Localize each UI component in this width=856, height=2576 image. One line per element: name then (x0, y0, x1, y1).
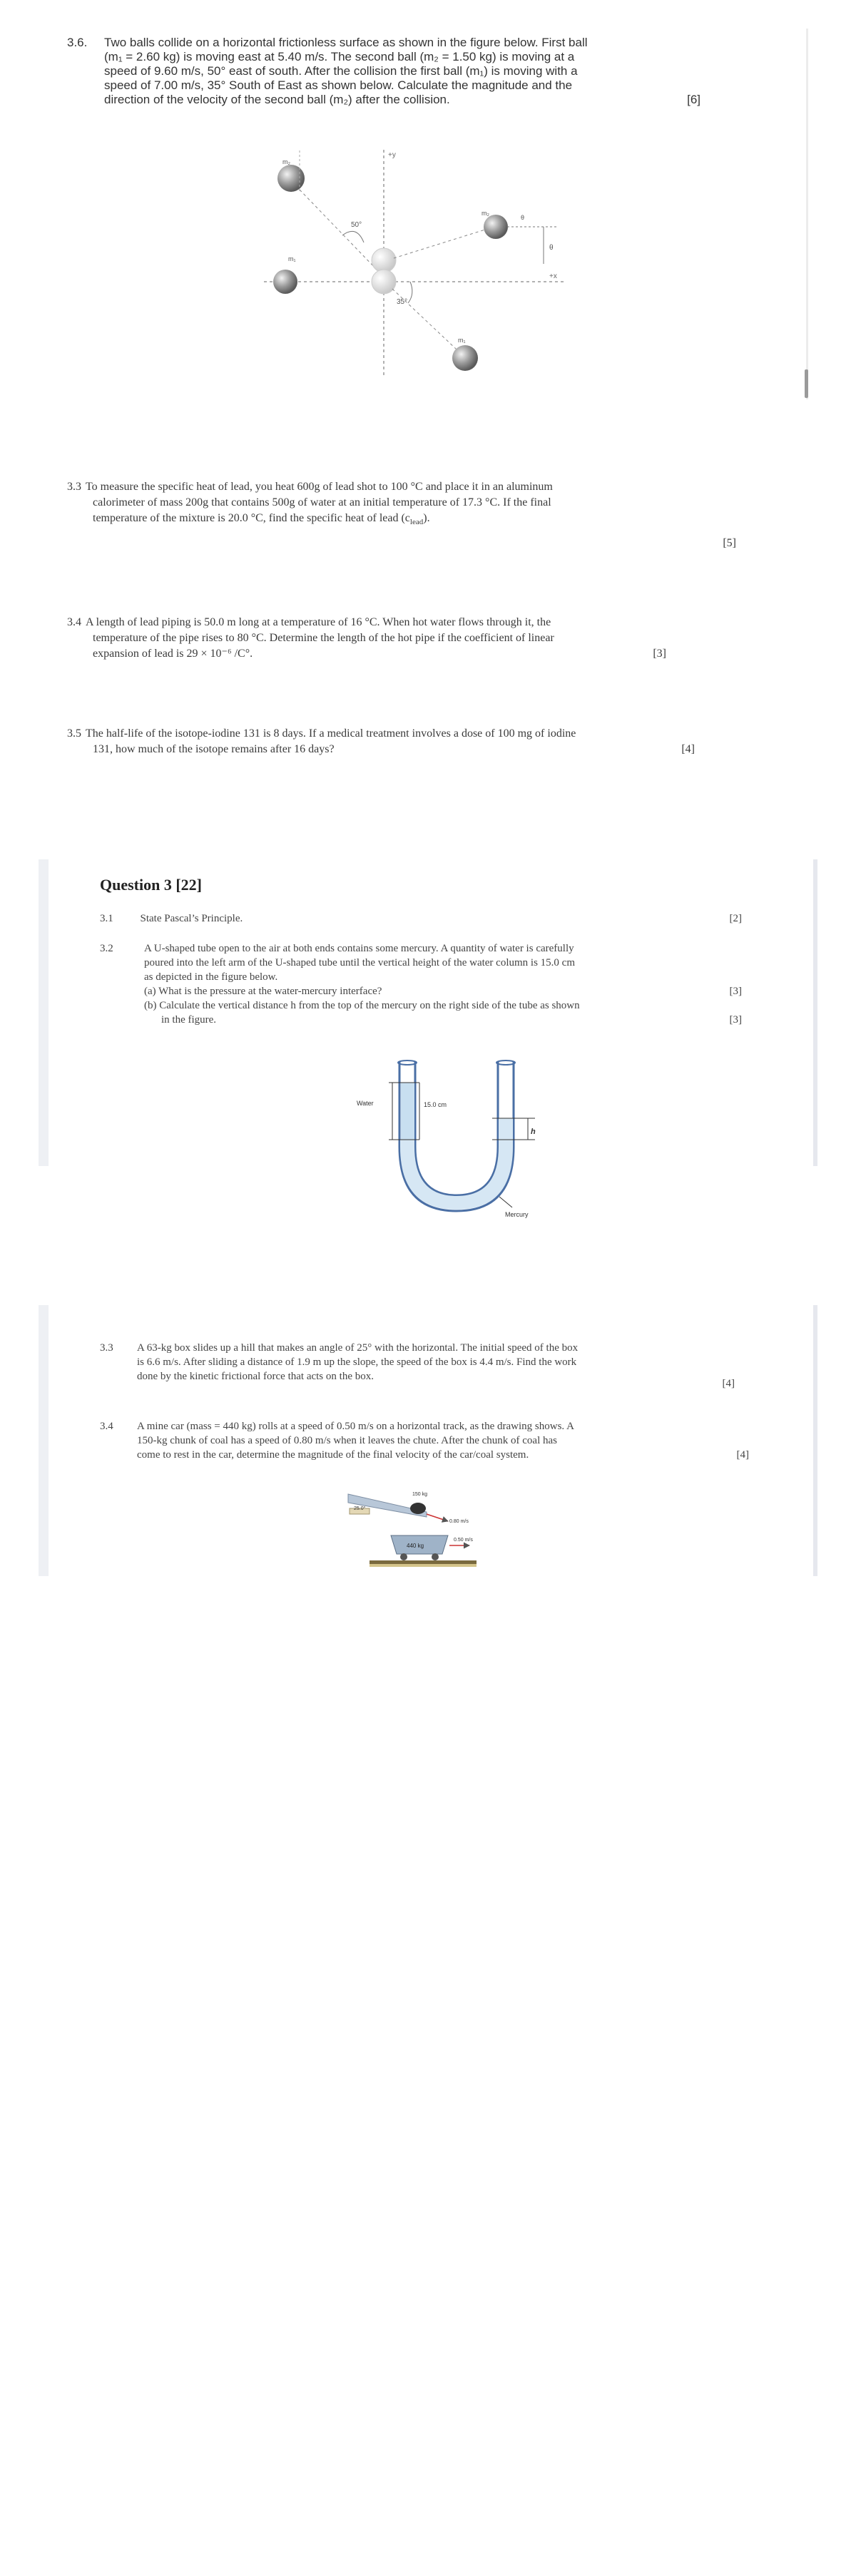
tube-lip-left (398, 1060, 417, 1065)
angle-arc-top (342, 231, 364, 242)
q36-line: speed of 7.00 m/s, 35° South of East as shown below. Calculate the magnitude and the (104, 78, 573, 92)
q35-block (67, 726, 780, 757)
wheel-right (432, 1553, 439, 1560)
label-theta: θ (549, 244, 554, 252)
q34-pipe-block (67, 615, 752, 662)
scrollbar-thumb[interactable] (805, 369, 808, 398)
q32-part-b-cont: in the figure. (161, 1014, 217, 1026)
angle-top: 50° (351, 221, 362, 229)
q32-part-b: (b) Calculate the vertical distance h from the top of the mercury on the right side of the tube as shown (144, 1000, 580, 1011)
q33-line: calorimeter of mass 200g that contains 500g of water at an initial temperature of 17.3 °C. If the final (93, 496, 551, 508)
card2-q34-line: 150-kg chunk of coal has a speed of 0.80 m/s when it leaves the chute. After the chunk of coal has (137, 1435, 557, 1446)
card2-left-border (39, 1305, 49, 1576)
label-theta-small: θ (521, 214, 525, 221)
label-car-speed: 0.50 m/s (454, 1538, 473, 1543)
angle-arc-bottom (408, 282, 412, 303)
q32-number: 3.2 (100, 943, 113, 954)
card2-q33-line: done by the kinetic frictional force that acts on the box. (137, 1371, 374, 1382)
label-water: Water (357, 1100, 374, 1107)
card1-left-border (39, 859, 49, 1166)
card2-q33-number: 3.3 (100, 1342, 113, 1354)
angle-bottom: 35° (397, 298, 408, 306)
card2-q33-marks: [4] (722, 1378, 735, 1389)
q36-line: direction of the velocity of the second ball (m₂) after the collision. (104, 93, 450, 106)
label-m1-after: m₁ (458, 337, 466, 344)
q34-number: 3.4 (67, 616, 81, 628)
card2-q34-line: A mine car (mass = 440 kg) rolls at a speed of 0.50 m/s on a horizontal track, as the drawing shows. A (137, 1421, 574, 1432)
q33-number: 3.3 (67, 481, 81, 493)
label-angle: 25.0° (354, 1506, 366, 1511)
ball-m1-after (452, 345, 478, 371)
q32-part-a-marks: [3] (729, 986, 742, 997)
label-coal-mass: 150 kg (412, 1492, 428, 1497)
label-height: 15.0 cm (424, 1101, 447, 1108)
q33-sub-lead: lead (409, 518, 424, 527)
q36-line: (m₁ = 2.60 kg) is moving east at 5.40 m/s. The second ball (m₂ = 1.50 kg) is moving at a (104, 50, 575, 63)
q33-line-last (67, 511, 752, 530)
question3-heading (100, 876, 202, 894)
q36-line: Two balls collide on a horizontal frictionless surface as shown in the figure below. First ball (104, 36, 588, 49)
q34-line: expansion of lead is 29 × 10⁻⁶ /C°. (93, 648, 253, 660)
label-m1: m₁ (288, 255, 296, 262)
card2-q33-block (100, 1341, 749, 1389)
wheel-left (400, 1553, 407, 1560)
q32-line: as depicted in the figure below. (144, 971, 278, 983)
label-y: +y (388, 151, 396, 159)
tube-lip-right (496, 1060, 515, 1065)
u-tube-figure (357, 1061, 556, 1225)
card2-q34-number: 3.4 (100, 1421, 113, 1432)
q34-marks: [3] (653, 648, 666, 660)
mine-car-figure (341, 1480, 512, 1573)
label-h: h (531, 1128, 536, 1136)
coal-chunk (410, 1503, 426, 1514)
q36-block (67, 36, 738, 107)
track-base (370, 1564, 477, 1567)
q36-number: 3.6. (67, 36, 88, 49)
card2-q34-marks: [4] (736, 1449, 749, 1461)
page-edge-line (806, 29, 808, 399)
q33-tail: ). (423, 512, 430, 524)
label-x: +x (549, 272, 557, 280)
ball-collision-ghost (372, 270, 396, 294)
q33-marks: [5] (723, 537, 736, 550)
q31-text: State Pascal’s Principle. (140, 913, 243, 924)
q31-marks: [2] (729, 913, 742, 924)
q31-number: 3.1 (100, 913, 113, 924)
m2-path (300, 190, 378, 271)
ball-m2-before (277, 165, 305, 192)
m2-after-path (394, 230, 485, 258)
q31-block (100, 911, 742, 926)
label-coal-speed: 0.80 m/s (449, 1519, 469, 1524)
collision-figure (257, 136, 585, 392)
track (370, 1560, 477, 1564)
card2-q34-line: come to rest in the car, determine the magnitude of the final velocity of the car/coal system. (137, 1449, 529, 1461)
card2-q33-line: is 6.6 m/s. After sliding a distance of 1.9 m up the slope, the speed of the box is 4.4 m/s. Find the work (137, 1356, 577, 1368)
card1-right-border (813, 859, 817, 1166)
ball-collision-ghost (372, 248, 396, 272)
water-column (401, 1083, 414, 1140)
label-m2-after: m₂ (482, 210, 489, 217)
q35-line: 131, how much of the isotope remains after 16 days? (93, 743, 335, 755)
q32-part-a: (a) What is the pressure at the water-mercury interface? (144, 986, 382, 997)
question3-title: Question 3 [22] (100, 876, 202, 894)
q35-line: The half-life of the isotope-iodine 131 is 8 days. If a medical treatment involves a dose of 100 mg of iodine (86, 727, 576, 740)
ball-m1-before (273, 270, 297, 294)
coal-velocity (427, 1514, 448, 1521)
q35-marks: [4] (681, 743, 695, 755)
q33-line: To measure the specific heat of lead, you heat 600g of lead shot to 100 °C and place it in an aluminum (86, 481, 553, 493)
card2-right-border (813, 1305, 817, 1576)
q34-line: temperature of the pipe rises to 80 °C. Determine the length of the hot pipe if the coefficient of linear (93, 632, 554, 644)
q32-line: A U-shaped tube open to the air at both ends contains some mercury. A quantity of water is carefully (144, 943, 574, 954)
q35-number: 3.5 (67, 727, 81, 740)
q33-line: temperature of the mixture is 20.0 °C, find the specific heat of lead (c (93, 512, 410, 524)
q32-part-b-marks: [3] (729, 1014, 742, 1026)
q32-line: poured into the left arm of the U-shaped tube until the vertical height of the water column is 15.0 cm (144, 957, 575, 968)
label-m2: m₂ (282, 158, 290, 165)
q36-line: speed of 9.60 m/s, 50° east of south. After the collision the first ball (m₁) is moving with a (104, 64, 578, 78)
label-car-mass: 440 kg (407, 1543, 424, 1549)
q32-block (100, 941, 742, 1027)
q34-line: A length of lead piping is 50.0 m long at a temperature of 16 °C. When hot water flows through it, the (86, 616, 551, 628)
u-tube-inner (415, 1061, 498, 1195)
label-mercury: Mercury (505, 1211, 529, 1218)
card2-q33-line: A 63-kg box slides up a hill that makes an angle of 25° with the horizontal. The initial speed of the box (137, 1342, 579, 1354)
q36-marks: [6] (687, 93, 700, 106)
card2-q34-block (100, 1419, 749, 1462)
mercury-leader (499, 1197, 512, 1207)
q33-heat-block (67, 479, 752, 551)
